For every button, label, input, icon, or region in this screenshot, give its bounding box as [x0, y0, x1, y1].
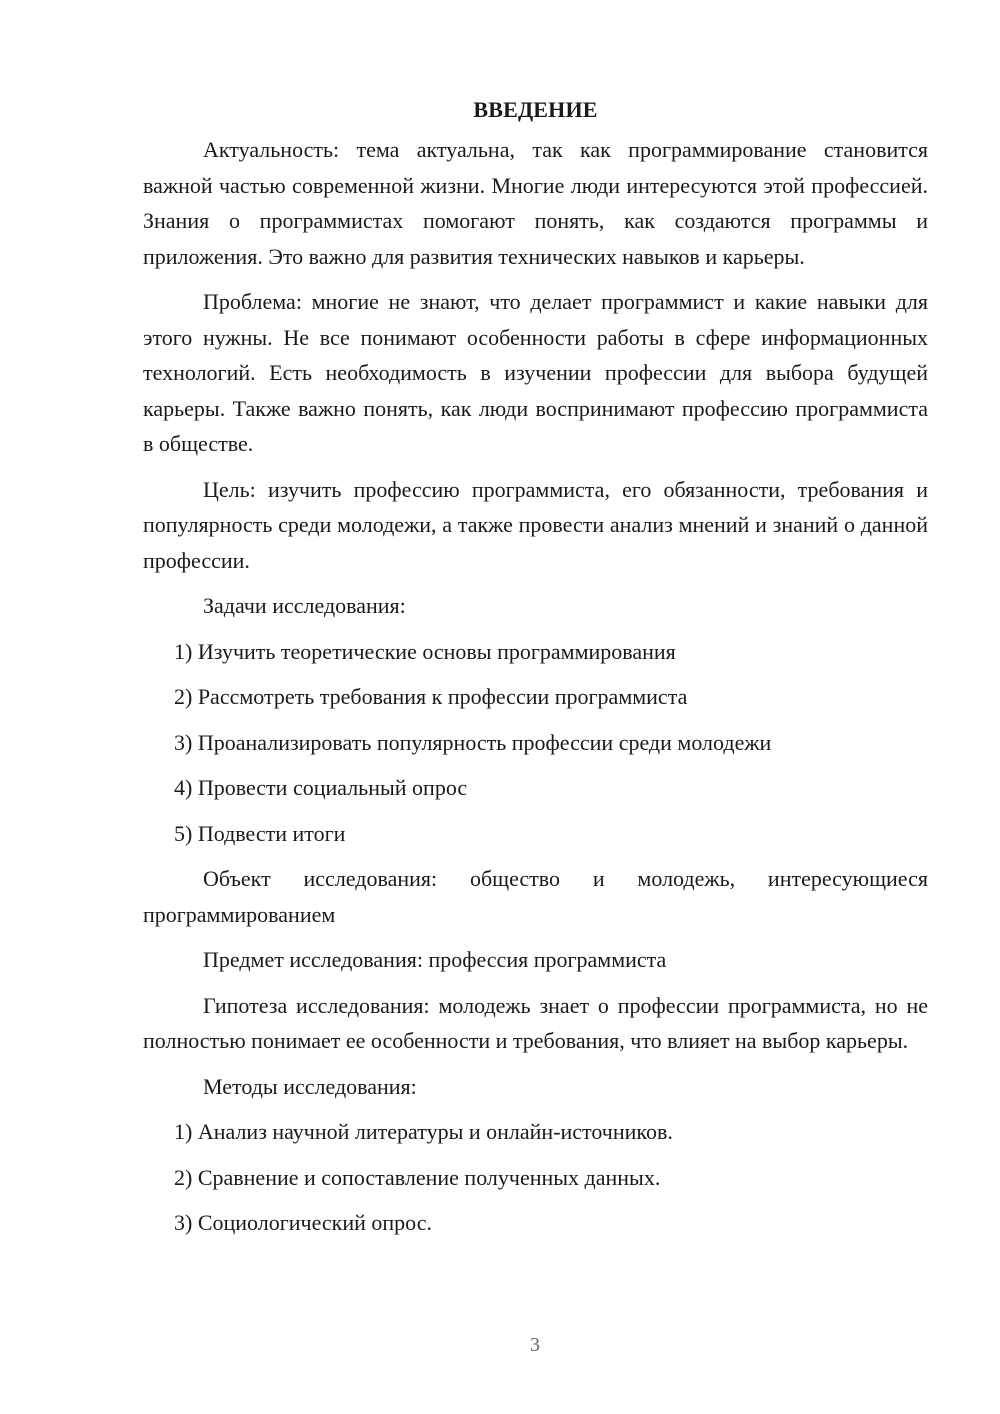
relevance-paragraph: Актуальность: тема актуальна, так как программирование становится важной частью современной жизни. Многие люди интересуются этой профессией. Знания о программистах помогают понять, как создаются программы и приложения. Это важно для развития технических навыков и карьеры. [143, 137, 928, 269]
problem-paragraph: Проблема: многие не знают, что делает программист и какие навыки для этого нужны. Не все понимают особенности работы в сфере информационных технологий. Есть необходимость в изучении профессии для выбора будущей карьеры. Также важно понять, как люди воспринимают профессию программиста в обществе. [143, 289, 928, 456]
hypothesis-paragraph: Гипотеза исследования: молодежь знает о профессии программиста, но не полностью понимает ее особенности и требования, что влияет на выбор карьеры. [143, 992, 928, 1053]
subject-paragraph: Предмет исследования: профессия программиста [203, 947, 667, 972]
document-page [143, 92, 928, 1251]
method-item: 1) Анализ научной литературы и онлайн-источников. [174, 1119, 673, 1144]
task-item: 2) Рассмотреть требования к профессии программиста [174, 684, 688, 709]
methods-heading: Методы исследования: [203, 1073, 417, 1099]
page-number: 3 [530, 1334, 540, 1356]
task-item: 4) Провести социальный опрос [174, 775, 468, 800]
task-item: 5) Подвести итоги [174, 820, 346, 846]
task-item: 3) Проанализировать популярность профессии среди молодежи [174, 729, 772, 755]
method-item: 3) Социологический опрос. [174, 1210, 432, 1235]
page-title: ВВЕДЕНИЕ [473, 97, 598, 122]
method-item: 2) Сравнение и сопоставление полученных данных. [174, 1164, 661, 1190]
goal-paragraph: Цель: изучить профессию программиста, его обязанности, требования и популярность среди молодежи, а также провести анализ мнений и знаний о данной профессии. [143, 476, 928, 573]
tasks-list [143, 634, 928, 852]
tasks-heading: Задачи исследования: [203, 593, 406, 618]
methods-list [143, 1114, 928, 1241]
object-paragraph: Объект исследования: общество и молодежь, интересующиеся программированием [143, 866, 928, 927]
task-item: 1) Изучить теоретические основы программирования [174, 638, 676, 664]
